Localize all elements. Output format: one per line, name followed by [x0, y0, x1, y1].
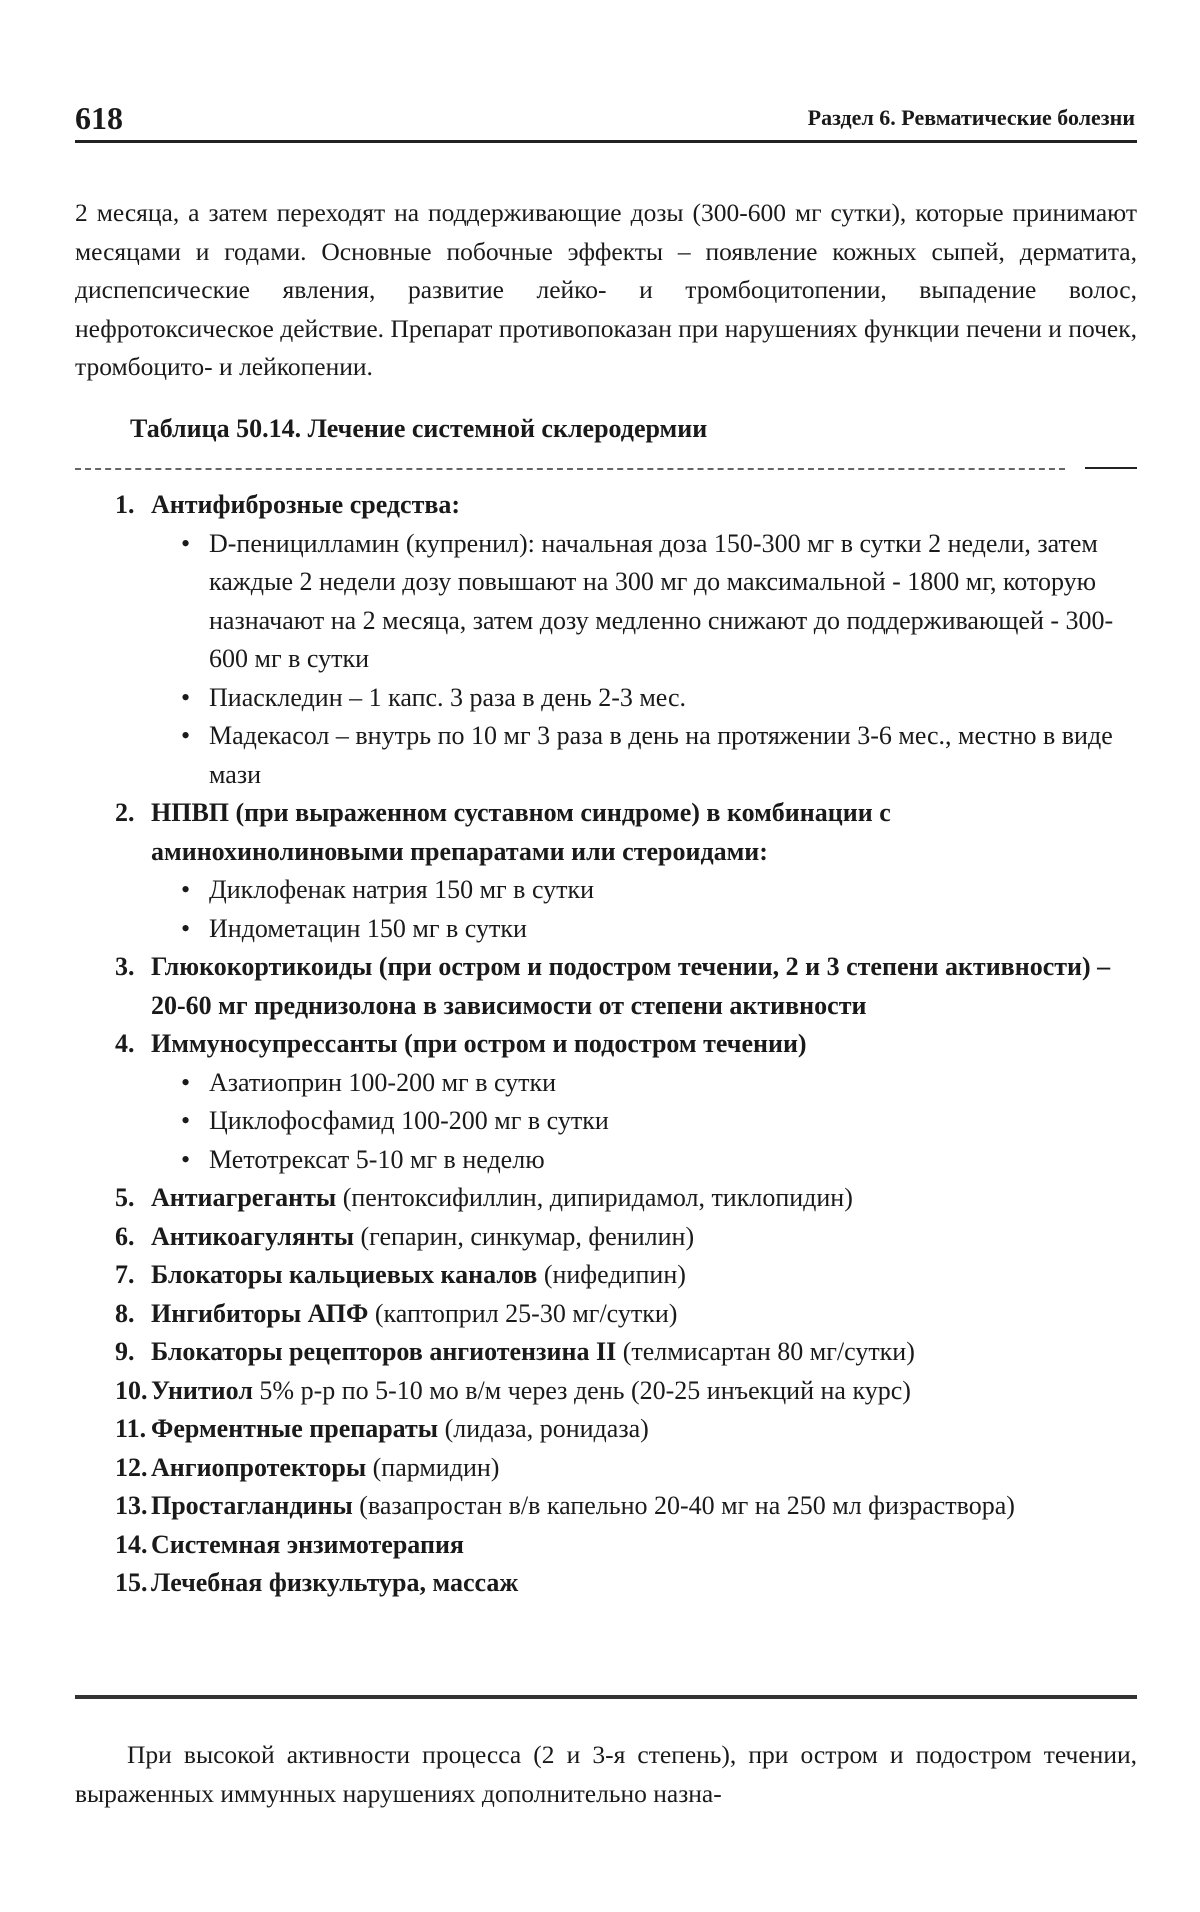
intro-paragraph [75, 194, 1137, 387]
item-number: 9. [115, 1337, 135, 1366]
sub-item [115, 525, 1125, 679]
table-title: Таблица 50.14. Лечение системной склеродермии [130, 414, 708, 443]
treatment-item [115, 1410, 1125, 1449]
bullet-icon: • [181, 1106, 191, 1135]
item-number: 6. [115, 1221, 135, 1251]
sub-item-text: Циклофосфамид 100-200 мг в сутки [209, 1106, 609, 1135]
sub-item [115, 679, 1125, 718]
sub-item [115, 1141, 1125, 1180]
treatment-item [115, 1564, 1125, 1603]
table-top-rule-end [1085, 467, 1137, 469]
table-top-rule [75, 468, 1065, 470]
bullet-icon: • [181, 721, 191, 750]
page-header [75, 98, 1135, 138]
item-number: 5. [115, 1183, 135, 1212]
item-number: 13. [115, 1491, 148, 1520]
item-heading: Антифиброзные средства: [151, 490, 461, 519]
treatment-item [115, 794, 1125, 871]
treatment-item [115, 948, 1125, 1025]
item-number: 15. [115, 1568, 148, 1597]
sub-item [115, 910, 1125, 949]
treatment-item [115, 1449, 1125, 1488]
item-detail: (вазапростан в/в капельно 20-40 мг на 250 мл физраствора) [352, 1491, 1015, 1520]
item-number: 10. [115, 1375, 148, 1405]
treatment-item [115, 1025, 1125, 1064]
sub-item [115, 717, 1125, 794]
treatment-item [115, 1179, 1125, 1218]
treatment-item [115, 1256, 1125, 1295]
sub-item-text: Азатиоприн 100-200 мг в сутки [209, 1067, 557, 1097]
bullet-icon: • [181, 1067, 191, 1097]
item-detail: (гепарин, синкумар, фенилин) [354, 1221, 695, 1251]
item-heading: НПВП (при выраженном суставном синдроме) в комбинации с аминохинолиновыми препаратами или стероидами: [151, 798, 891, 866]
intro-text: 2 месяца, а затем переходят на поддерживающие дозы (300-600 мг сутки), которые принимают месяцами и годами. Основные побочные эффекты – появление кожных сыпей, дерматита, диспепсические явления, развитие лейко- и тромбоцитопении, выпадение волос, нефротоксическое действие. Препарат противопоказан при нарушениях функции печени и почек, тромбоцито- и лейкопении. [75, 198, 1137, 381]
item-number: 8. [115, 1298, 135, 1328]
treatment-item [115, 1372, 1125, 1411]
sub-item [115, 1064, 1125, 1103]
sub-item-text: Диклофенак натрия 150 мг в сутки [209, 875, 595, 904]
outro-paragraph [75, 1735, 1137, 1813]
bullet-icon: • [181, 682, 191, 712]
sub-item-text: Метотрексат 5-10 мг в неделю [209, 1144, 545, 1174]
item-heading: Ингибиторы АПФ [151, 1298, 369, 1328]
item-number: 3. [115, 952, 135, 981]
treatment-item [115, 486, 1125, 525]
bullet-icon: • [181, 875, 191, 904]
item-heading: Блокаторы кальциевых каналов [151, 1260, 538, 1289]
item-number: 12. [115, 1452, 148, 1482]
item-detail: (пентоксифиллин, дипиридамол, тиклопидин) [336, 1183, 853, 1212]
item-heading: Простагландины [151, 1491, 353, 1520]
outro-text: При высокой активности процесса (2 и 3-я степень), при остром и подостром течении, выраженных иммунных нарушениях дополнительно назна- [75, 1740, 1137, 1808]
bullet-icon: • [181, 528, 191, 558]
item-heading: Лечебная физкультура, массаж [151, 1568, 519, 1597]
sub-item-text: Индометацин 150 мг в сутки [209, 913, 527, 943]
item-number: 1. [115, 490, 135, 519]
bullet-icon: • [181, 913, 191, 943]
sub-item-text: D-пеницилламин (купренил): начальная доза 150-300 мг в сутки 2 недели, затем каждые 2 недели дозу повышают на 300 мг до максимальной - 1800 мг, которую назначают на 2 месяца, затем дозу медленно снижают до поддерживающей - 300-600 мг в сутки [209, 528, 1114, 673]
section-title: Раздел 6. Ревматические болезни [807, 105, 1135, 130]
item-number: 4. [115, 1029, 135, 1058]
item-detail: (лидаза, ронидаза) [438, 1414, 649, 1443]
page-number: 618 [75, 100, 123, 136]
item-detail: (нифедипин) [537, 1260, 686, 1289]
item-heading: Антиагреганты [151, 1183, 337, 1212]
item-heading: Антикоагулянты [151, 1221, 355, 1251]
item-heading: Блокаторы рецепторов ангиотензина II [151, 1337, 617, 1366]
item-heading: Системная энзимотерапия [151, 1529, 464, 1559]
item-detail: (телмисартан 80 мг/сутки) [616, 1337, 915, 1366]
treatment-item [115, 1333, 1125, 1372]
item-number: 14. [115, 1529, 148, 1559]
header-rule [75, 140, 1137, 143]
item-detail: (пармидин) [366, 1452, 500, 1482]
item-heading: Глюкокортикоиды (при остром и подостром течении, 2 и 3 степени активности) – 20-60 мг преднизолона в зависимости от степени активности [151, 952, 1111, 1020]
sub-item [115, 871, 1125, 910]
item-detail: (каптоприл 25-30 мг/сутки) [368, 1298, 678, 1328]
item-detail: 5% р-р по 5-10 мо в/м через день (20-25 инъекций на курс) [252, 1375, 911, 1405]
treatment-item [115, 1526, 1125, 1565]
item-number: 7. [115, 1260, 135, 1289]
sub-item-text: Пиаскледин – 1 капс. 3 раза в день 2-3 мес. [209, 682, 687, 712]
item-heading: Унитиол [151, 1375, 253, 1405]
treatment-item [115, 1487, 1125, 1526]
treatment-item [115, 1295, 1125, 1334]
item-heading: Иммуносупрессанты (при остром и подостром течении) [151, 1029, 807, 1058]
sub-item-text: Мадекасол – внутрь по 10 мг 3 раза в день на протяжении 3-6 мес., местно в виде мази [209, 721, 1113, 789]
sub-item [115, 1102, 1125, 1141]
treatment-item [115, 1218, 1125, 1257]
treatment-list [115, 486, 1125, 1603]
table-bottom-rule [75, 1695, 1137, 1699]
bullet-icon: • [181, 1144, 191, 1174]
item-heading: Ферментные препараты [151, 1414, 439, 1443]
item-heading: Ангиопротекторы [151, 1452, 367, 1482]
item-number: 11. [115, 1414, 147, 1443]
item-number: 2. [115, 798, 135, 827]
